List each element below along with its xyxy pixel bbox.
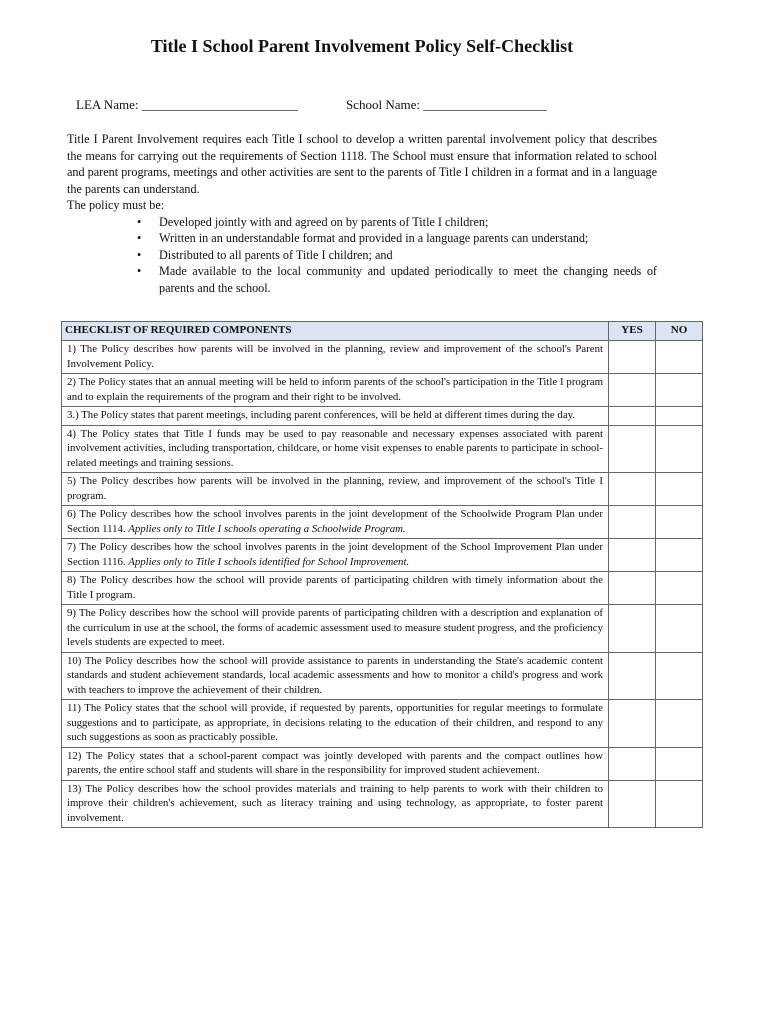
item-text: 7) The Policy describes how the school involves parents in the joint development of the School Improvement Plan under Section 1116. bbox=[67, 541, 603, 568]
table-row bbox=[62, 539, 703, 572]
checklist-item-text bbox=[62, 747, 609, 780]
table-row bbox=[62, 407, 703, 426]
no-header: NO bbox=[656, 322, 703, 341]
checklist-item-text bbox=[62, 473, 609, 506]
intro-section bbox=[67, 131, 657, 296]
yes-checkbox-cell[interactable] bbox=[609, 572, 656, 605]
table-row bbox=[62, 341, 703, 374]
checklist-item-text bbox=[62, 605, 609, 653]
table-row bbox=[62, 700, 703, 748]
no-checkbox-cell[interactable] bbox=[656, 572, 703, 605]
yes-checkbox-cell[interactable] bbox=[609, 652, 656, 700]
item-text: 12) The Policy states that a school-parent compact was jointly developed with parents and the compact outlines how parents, the entire school staff and students will share in the responsibility for improved student achievement. bbox=[67, 749, 603, 776]
table-row bbox=[62, 425, 703, 473]
item-text: 1) The Policy describes how parents will be involved in the planning, review and improvement of the school's Parent Involvement Policy. bbox=[67, 343, 603, 370]
item-text: 2) The Policy states that an annual meeting will be held to inform parents of the school's participation in the Title I program and to explain the requirements of the program and their right to be involved. bbox=[67, 376, 603, 403]
header-fields bbox=[76, 97, 547, 113]
no-checkbox-cell[interactable] bbox=[656, 473, 703, 506]
item-text: 10) The Policy describes how the school will provide assistance to parents in understanding the State's academic content standards and student achievement standards, local academic assessments and how to monitor a child's progress and work with teachers to improve the achievement of their children. bbox=[67, 654, 603, 696]
yes-header: YES bbox=[609, 322, 656, 341]
checklist-item-text bbox=[62, 700, 609, 748]
no-checkbox-cell[interactable] bbox=[656, 506, 703, 539]
item-text: 9) The Policy describes how the school will provide parents of participating children with a description and explanation of the curriculum in use at the school, the forms of academic assessment used to measure student progress, and the proficiency levels students are expected to meet. bbox=[67, 607, 603, 648]
checklist-item-text bbox=[62, 374, 609, 407]
checklist-rows bbox=[62, 341, 703, 828]
no-checkbox-cell[interactable] bbox=[656, 374, 703, 407]
item-text: 8) The Policy describes how the school will provide parents of participating children with timely information about the Title I program. bbox=[67, 574, 603, 601]
yes-checkbox-cell[interactable] bbox=[609, 425, 656, 473]
item-text: 5) The Policy describes how parents will be involved in the planning, review, and improvement of the school's Title I program. bbox=[67, 475, 603, 502]
no-checkbox-cell[interactable] bbox=[656, 747, 703, 780]
table-row bbox=[62, 652, 703, 700]
table-row bbox=[62, 747, 703, 780]
item-text: 3.) The Policy states that parent meetings, including parent conferences, will be held at different times during the day. bbox=[67, 409, 576, 421]
checklist-item-text bbox=[62, 407, 609, 426]
no-checkbox-cell[interactable] bbox=[656, 700, 703, 748]
yes-checkbox-cell[interactable] bbox=[609, 473, 656, 506]
no-checkbox-cell[interactable] bbox=[656, 652, 703, 700]
item-text: 11) The Policy states that the school will provide, if requested by parents, opportunities for regular meetings to formulate suggestions and to participate, as appropriate, in decisions relating to the education of their children, and respond to any such suggestions as soon as practicably possible. bbox=[67, 702, 603, 743]
checklist-item-text bbox=[62, 506, 609, 539]
item-text: 6) The Policy describes how the school involves parents in the joint development of the Schoolwide Program Plan under Section 1114. bbox=[67, 508, 603, 535]
school-name-field[interactable]: School Name: ___________________ bbox=[346, 97, 547, 112]
yes-checkbox-cell[interactable] bbox=[609, 539, 656, 572]
lea-name-field[interactable]: LEA Name: ________________________ bbox=[76, 97, 298, 112]
table-row bbox=[62, 605, 703, 653]
list-item: • Distributed to all parents of Title I children; and bbox=[159, 247, 657, 264]
item-note: Applies only to Title I schools operating a Schoolwide Program. bbox=[128, 522, 406, 535]
table-row bbox=[62, 506, 703, 539]
yes-checkbox-cell[interactable] bbox=[609, 605, 656, 653]
page-title: Title I School Parent Involvement Policy Self-Checklist bbox=[150, 36, 574, 56]
requirements-list bbox=[67, 214, 657, 297]
yes-checkbox-cell[interactable] bbox=[609, 341, 656, 374]
list-item: • Developed jointly with and agreed on by parents of Title I children; bbox=[159, 214, 657, 231]
item-note: Applies only to Title I schools identified for School Improvement. bbox=[128, 555, 410, 568]
checklist-item-text bbox=[62, 572, 609, 605]
table-header-row bbox=[62, 322, 703, 341]
no-checkbox-cell[interactable] bbox=[656, 539, 703, 572]
yes-checkbox-cell[interactable] bbox=[609, 700, 656, 748]
intro-paragraph: Title I Parent Involvement requires each Title I school to develop a written parental involvement policy that describes the means for carrying out the requirements of Section 1118. The School must ensure that information related to school and parent programs, meetings and other activities are sent to the parents of Title I children in a format and in a language the parents can understand. bbox=[67, 132, 657, 196]
yes-checkbox-cell[interactable] bbox=[609, 506, 656, 539]
yes-checkbox-cell[interactable] bbox=[609, 374, 656, 407]
table-row bbox=[62, 473, 703, 506]
item-text: 13) The Policy describes how the school provides materials and training to help parents to work with their children to improve their children's achievement, such as literacy training and using technology, as appropriate, to foster parent involvement. bbox=[67, 782, 603, 824]
checklist-item-text bbox=[62, 652, 609, 700]
list-item: • Written in an understandable format and provided in a language parents can understand; bbox=[159, 230, 657, 247]
yes-checkbox-cell[interactable] bbox=[609, 407, 656, 426]
intro-lead: The policy must be: bbox=[67, 198, 165, 212]
checklist-item-text bbox=[62, 425, 609, 473]
no-checkbox-cell[interactable] bbox=[656, 341, 703, 374]
checklist-item-text bbox=[62, 341, 609, 374]
table-row bbox=[62, 780, 703, 828]
no-checkbox-cell[interactable] bbox=[656, 407, 703, 426]
table-row bbox=[62, 374, 703, 407]
yes-checkbox-cell[interactable] bbox=[609, 780, 656, 828]
no-checkbox-cell[interactable] bbox=[656, 780, 703, 828]
item-text: 4) The Policy states that Title I funds may be used to pay reasonable and necessary expenses associated with parent involvement activities, including transportation, childcare, or home visit expenses to enable parents to participate in school-related meetings and training sessions. bbox=[67, 427, 603, 469]
no-checkbox-cell[interactable] bbox=[656, 605, 703, 653]
yes-checkbox-cell[interactable] bbox=[609, 747, 656, 780]
table-row bbox=[62, 572, 703, 605]
no-checkbox-cell[interactable] bbox=[656, 425, 703, 473]
list-item: • Made available to the local community and updated periodically to meet the changing needs of parents and the school. bbox=[159, 263, 657, 296]
components-header: CHECKLIST OF REQUIRED COMPONENTS bbox=[62, 322, 609, 341]
checklist-table bbox=[61, 321, 703, 828]
checklist-item-text bbox=[62, 780, 609, 828]
checklist-item-text bbox=[62, 539, 609, 572]
